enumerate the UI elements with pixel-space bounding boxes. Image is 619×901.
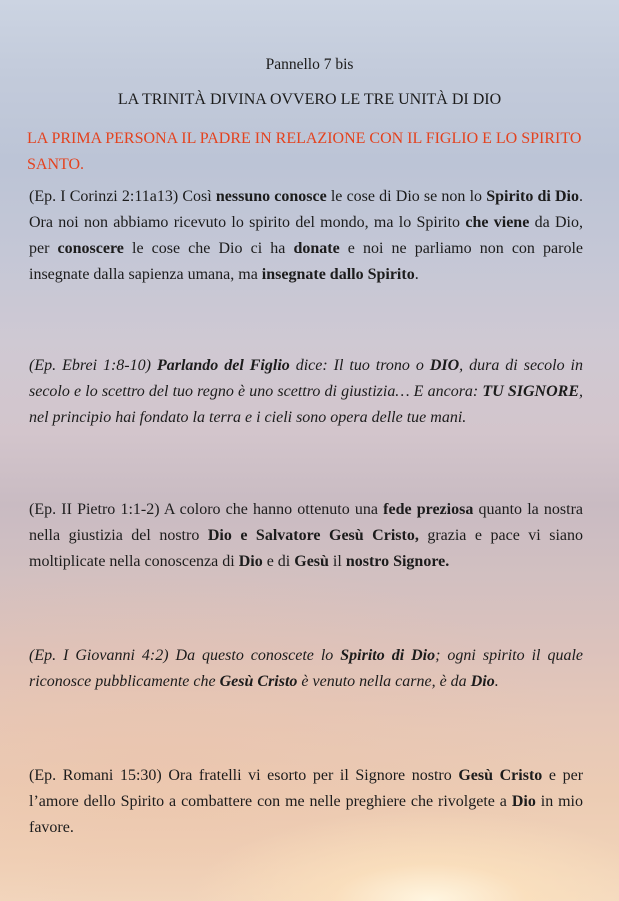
text: ; ogni spirito il quale riconosce pubblicamente che: [29, 647, 584, 690]
text: quanto la nostra nella giustizia del nostro: [29, 501, 583, 544]
text: le cose di Dio se non lo: [326, 188, 487, 205]
text: . Ora noi non abbiamo ricevuto lo spirito del mondo, ma lo Spirito: [29, 188, 583, 231]
emphasis: Spirito di Dio: [486, 188, 579, 205]
emphasis: insegnate dallo Spirito: [261, 266, 415, 283]
text: dice: Il tuo trono o: [289, 357, 430, 374]
text: grazia e pace vi siano moltiplicate nella conoscenza di: [29, 527, 584, 570]
emphasis: nessuno conosce: [215, 188, 327, 205]
emphasis: nostro Signore.: [345, 553, 450, 570]
emphasis: TU SIGNORE: [482, 383, 579, 400]
text: , nel principio hai fondato la terra e i cieli sono opera delle tue mani.: [29, 383, 583, 426]
emphasis: conoscere: [57, 240, 124, 257]
emphasis: Gesù Cristo: [219, 673, 298, 690]
text: , dura di secolo in secolo e lo scettro del tuo regno è uno scettro di giustizia… E ancora:: [29, 357, 583, 400]
text: e noi ne parliamo non con parole insegnate dalla sapienza umana, ma: [29, 240, 584, 283]
text: (Ep. Ebrei 1:8-10): [29, 357, 157, 374]
emphasis: Dio: [238, 553, 263, 570]
text: in mio favore.: [29, 793, 584, 836]
text: le cose che Dio ci ha: [123, 240, 294, 257]
emphasis: Dio e Salvatore Gesù Cristo,: [207, 527, 419, 544]
verse-giovanni: [29, 643, 583, 695]
verse-romani: [29, 763, 583, 841]
text: (Ep. I Giovanni 4:2) Da questo conoscete lo: [29, 647, 341, 664]
verse-pietro: [29, 497, 583, 575]
verse-corinzi: [29, 184, 583, 288]
emphasis: fede preziosa: [383, 501, 474, 518]
text: da Dio, per: [29, 214, 584, 257]
panel-number: Pannello 7 bis: [265, 56, 354, 73]
emphasis: Spirito di Dio: [340, 647, 436, 664]
text: è venuto nella carne, è da: [297, 673, 471, 690]
section-subtitle: LA PRIMA PERSONA IL PADRE IN RELAZIONE CON IL FIGLIO E LO SPIRITO SANTO.: [27, 130, 582, 173]
text: .: [414, 266, 419, 283]
emphasis: Gesù Cristo: [458, 767, 543, 784]
page-title: LA TRINITÀ DIVINA OVVERO LE TRE UNITÀ DI DIO: [117, 91, 502, 108]
emphasis: Dio: [511, 793, 536, 810]
text: e di: [262, 553, 295, 570]
text: (Ep. I Corinzi 2:11a13) Così: [29, 188, 216, 205]
emphasis: che viene: [465, 214, 530, 231]
emphasis: Dio: [470, 673, 495, 690]
emphasis: Parlando del Figlio: [156, 357, 290, 374]
text: (Ep. Romani 15:30) Ora fratelli vi esorto per il Signore nostro: [29, 767, 459, 784]
emphasis: DIO: [429, 357, 460, 374]
text: (Ep. II Pietro 1:1-2) A coloro che hanno ottenuto una: [29, 501, 384, 518]
text: il: [328, 553, 346, 570]
text: e per l’amore dello Spirito a combattere con me nelle preghiere che rivolgete a: [29, 767, 584, 810]
verse-ebrei: [29, 353, 583, 431]
emphasis: donate: [293, 240, 340, 257]
emphasis: Gesù: [294, 553, 329, 570]
text: .: [494, 673, 499, 690]
